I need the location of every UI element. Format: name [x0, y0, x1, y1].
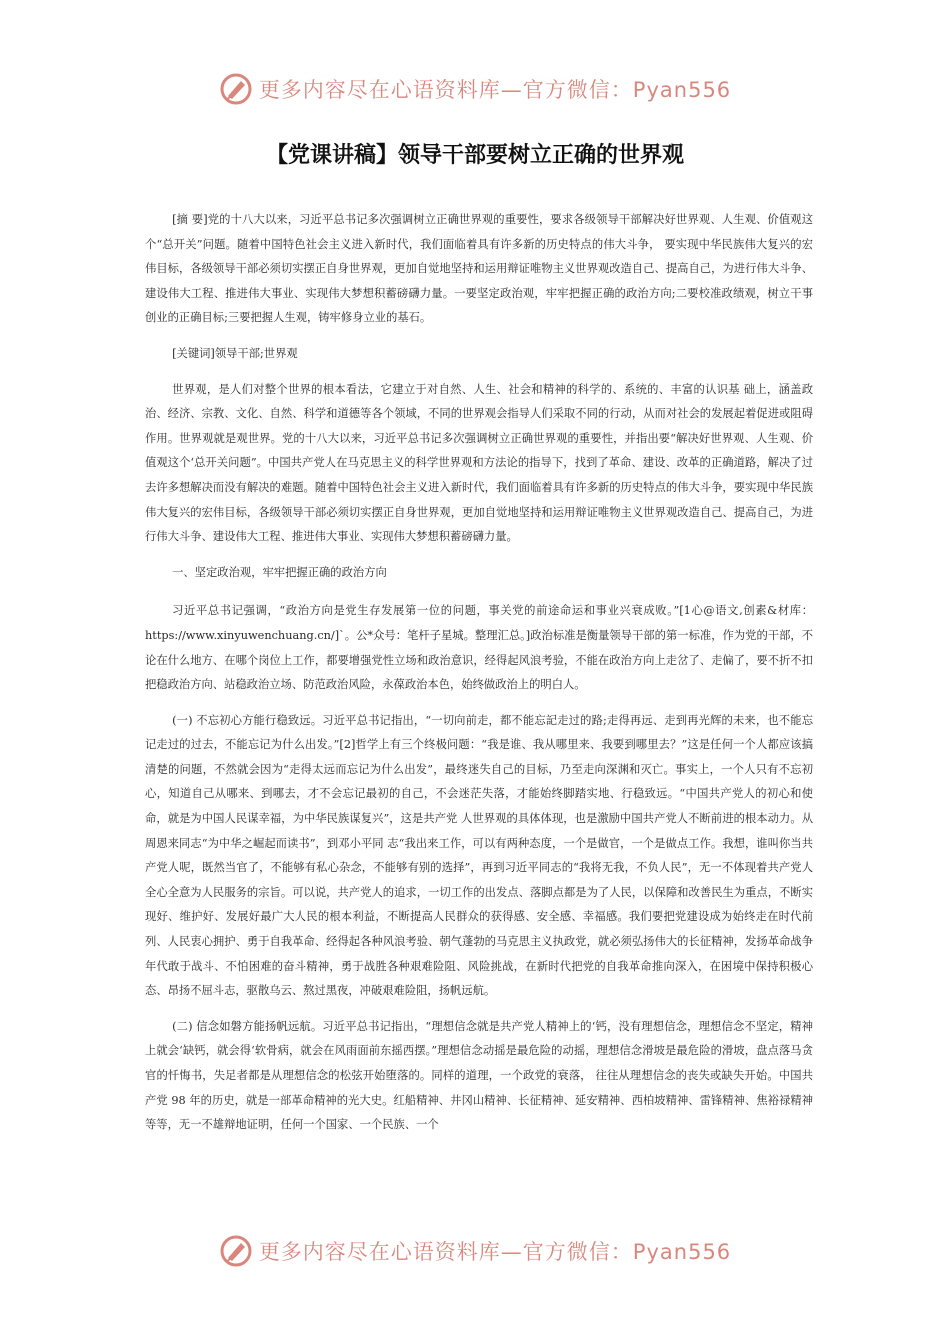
body-paragraph: 习近平总书记强调，“政治方向是党生存发展第一位的问题，事关党的前途命运和事业兴衰成败。”[1心@语文,创素&材库：https://www.xinyuwenchuang.cn/]`。公*众号：笔杆子星城。整理汇总。]政治标准是衡量领导干部的第一标准，作为党的干部，不论在什么地方、在哪个岗位上工作，都要增强党性立场和政治意识，经得起风浪考验，不能在政治方向上走岔了、走偏了，要不折不扣把稳政治方向、站稳政治立场、防范政治风险，永葆政治本色，始终做政治上的明白人。	[145, 604, 813, 692]
keywords-paragraph: [关键词]领导干部;世界观	[172, 346, 298, 360]
pen-logo-icon	[219, 1234, 253, 1268]
banner-text: 更多内容尽在心语资料库—官方微信：Pyan556	[258, 1240, 732, 1264]
section-heading: 一、坚定政治观，牢牢把握正确的政治方向	[172, 565, 387, 579]
body-paragraph: 世界观，是人们对整个世界的根本看法，它建立于对自然、人生、社会和精神的科学的、系统的、丰富的认识基 础上，涵盖政治、经济、宗教、文化、自然、科学和道德等各个领域，不同的世界观会指导人们采取不同的行动，从而对社会的发展起着促进或阻碍作用。世界观就是观世界。党的十八大以来，习近平总书记多次强调树立正确世界观的重要性，并指出要“解决好世界观、人生观、价值观这个‘总开关问题”。中国共产党人在马克思主义的科学世界观和方法论的指导下，找到了革命、建设、改革的正确道路，解决了过去许多想解决而没有解决的难题。随着中国特色社会主义进入新时代，我们面临着具有许多新的历史特点的伟大斗争，要实现中华民族伟大复兴的宏伟目标，各级领导干部必须切实摆正自身世界观，更加自觉地坚持和运用辩证唯物主义世界观改造自己、提高自己，为进行伟大斗争、建设伟大工程、推进伟大事业、实现伟大梦想积蓄磅礴力量。	[145, 382, 813, 544]
document-body	[145, 208, 813, 1149]
body-paragraph: (二) 信念如磐方能扬帆远航。习近平总书记指出，“理想信念就是共产党人精神上的‘钙，没有理想信念，理想信念不坚定，精神上就会‘缺钙，就会得‘软骨病，就会在风雨面前东摇西摆。”理想信念动摇是最危险的动摇，理想信念滑坡是最危险的滑坡，盘点落马贪官的忏悔书，失足者都是从理想信念的松弦开始堕落的。同样的道理，一个政党的衰落， 往往从理想信念的丧失或缺失开始。中国共产党 98 年的历史，就是一部革命精神的光大史。红船精神、井冈山精神、长征精神、延安精神、西柏坡精神、雷锋精神、焦裕禄精神等等，无一不雄辩地证明，任何一个国家、一个民族、一个	[145, 1019, 813, 1132]
body-paragraph: (一) 不忘初心方能行稳致远。习近平总书记指出，“一切向前走，都不能忘記走过的路;走得再远、走到再光辉的未来，也不能忘记走过的过去，不能忘记为什么出发。”[2]哲学上有三个终极问题：“我是谁、我从哪里来、我要到哪里去？”这是任何一个人都应该搞清楚的问题，不然就会因为“走得太远而忘记为什么出发”，最终迷失自己的目标，乃至走向深渊和灭亡。事实上，一个人只有不忘初心，知道自己从哪来、到哪去，才不会忘记最初的自己，不会迷茫失落，才能始终脚踏实地、行稳致远。“中国共产党人的初心和使命，就是为中国人民谋幸福，为中华民族谋复兴”，这是共产党 人世界观的具体体现，也是激励中国共产党人不断前进的根本动力。从周恩来同志“为中华之崛起而读书”，到邓小平同 志“我出来工作，可以有两种态度，一个是做官，一个是做点工作。我想，谁叫你当共产党人呢，既然当官了，不能够有私心杂念，不能够有别的选择”，再到习近平同志的“我将无我，不负人民”，无一不体现着共产党人全心全意为人民服务的宗旨。可以说，共产党人的追求，一切工作的出发点、落脚点都是为了人民，以保障和改善民生为重点，不断实现好、维护好、发展好最广大人民的根本利益，不断提高人民群众的获得感、安全感、幸福感。我们要把党建设成为始终走在时代前列、人民衷心拥护、勇于自我革命、经得起各种风浪考验、朝气蓬勃的马克思主义执政党，就必须弘扬伟大的长征精神，发扬革命战争年代敢于战斗、不怕困难的奋斗精神，勇于战胜各种艰难险阻、风险挑战，在新时代把党的自我革命推向深入，在困境中保持积极心态、昂扬不屈斗志，驱散乌云、熬过黑夜，冲破艰难险阻，扬帆远航。	[145, 713, 813, 998]
header-watermark-banner	[0, 72, 950, 106]
pen-logo-icon	[219, 72, 253, 106]
footer-watermark-banner	[0, 1234, 950, 1268]
abstract-paragraph: [摘 要]党的十八大以来，习近平总书记多次强调树立正确世界观的重要性，要求各级领导干部解决好世界观、人生观、价值观这个“总开关”问题。随着中国特色社会主义进入新时代，我们面临着具有许多新的历史特点的伟大斗争， 要实现中华民族伟大复兴的宏伟目标，各级领导干部必须切实摆正自身世界观，更加自觉地坚持和运用辩证唯物主义世界观改造自己、提高自己，为进行伟大斗争、建设伟大工程、推进伟大事业、实现伟大梦想积蓄磅礴力量。一要坚定政治观，牢牢把握正确的政治方向;二要校准政绩观，树立干事创业的正确目标;三要把握人生观，铸牢修身立业的基石。	[145, 213, 813, 325]
banner-text: 更多内容尽在心语资料库—官方微信：Pyan556	[258, 78, 732, 102]
page-title: 【党课讲稿】领导干部要树立正确的世界观	[265, 143, 684, 168]
